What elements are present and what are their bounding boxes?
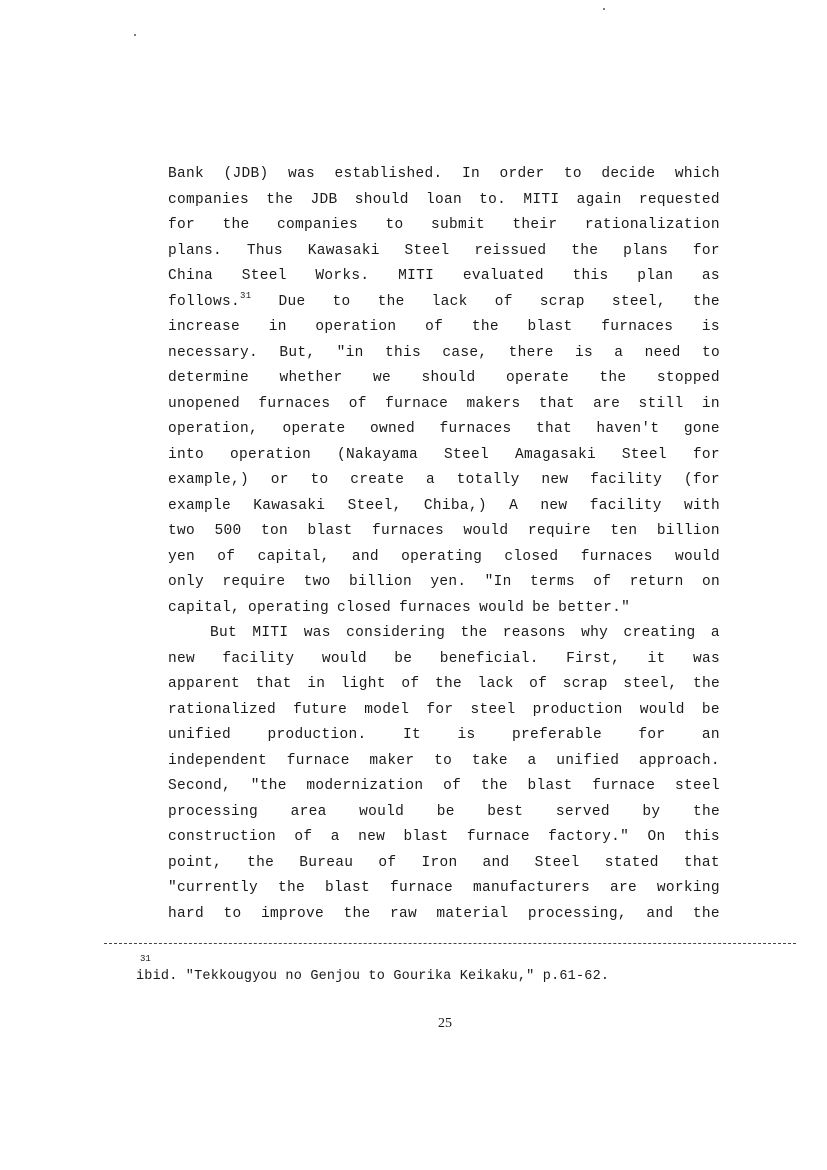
word: the — [277, 880, 305, 896]
word: their — [512, 217, 558, 233]
word: steel, — [611, 293, 666, 310]
word: light — [340, 676, 386, 692]
word: evaluated — [462, 268, 544, 284]
word: rationalization — [584, 217, 720, 233]
word: the — [692, 293, 720, 310]
word: this — [572, 268, 609, 284]
word: need — [644, 344, 681, 361]
word: the — [222, 217, 250, 233]
word: to — [223, 905, 242, 922]
text-line — [168, 315, 720, 341]
word: decide — [601, 166, 656, 182]
word: best — [487, 803, 524, 820]
word: of — [401, 676, 420, 692]
word: furnaces — [258, 395, 331, 412]
word: "in — [336, 344, 364, 361]
word: to — [310, 472, 329, 488]
word: be — [436, 803, 455, 820]
word: capital, — [257, 548, 330, 565]
word: for — [692, 446, 720, 463]
word: A — [509, 497, 519, 514]
word: would — [639, 701, 685, 718]
word: of — [217, 548, 236, 565]
word: rationalized — [168, 701, 277, 718]
text-line — [168, 672, 720, 698]
word: Steel — [404, 242, 450, 259]
word: haven't — [596, 421, 660, 437]
word: billion — [348, 574, 412, 590]
word: operate — [505, 370, 569, 386]
footnote-text: ibid. "Tekkougyou no Genjou to Gourika Keikaku," p.61-62. — [136, 969, 610, 984]
word: future — [293, 701, 348, 718]
text-line — [168, 239, 720, 265]
word: construction — [168, 829, 277, 845]
text-line — [168, 800, 720, 826]
word: of — [348, 395, 367, 412]
word: the — [434, 676, 462, 692]
word: established. — [334, 166, 443, 182]
word: the — [599, 370, 627, 386]
word: that — [255, 676, 292, 692]
word: create — [350, 472, 405, 488]
word: yen. — [430, 574, 467, 590]
text-line — [168, 698, 720, 724]
word: the — [692, 676, 720, 692]
word: would — [463, 523, 509, 539]
word: plans — [623, 242, 669, 259]
word: closed — [337, 599, 392, 616]
word: lack — [431, 293, 468, 310]
word: terms — [529, 574, 575, 590]
word: stopped — [656, 370, 720, 386]
word: Iron — [421, 854, 458, 871]
word: unified — [168, 727, 232, 743]
word: require — [222, 574, 286, 590]
word: better." — [558, 599, 631, 616]
text-line — [168, 825, 720, 851]
word: whether — [279, 370, 343, 386]
word: was — [692, 650, 720, 667]
word: "In — [484, 574, 512, 590]
word: this — [384, 344, 421, 361]
word: furnaces — [601, 319, 674, 335]
word: makers — [466, 395, 521, 412]
word: ten — [610, 523, 638, 539]
word: to — [332, 293, 351, 310]
word: is — [574, 344, 593, 361]
word: furnace — [286, 752, 350, 769]
word: yen — [168, 548, 196, 565]
word: served — [555, 803, 610, 820]
word: and — [351, 548, 379, 565]
word: the — [266, 191, 294, 208]
word: On — [647, 829, 666, 845]
footnote-reference: 31 — [240, 290, 252, 301]
word: hard — [168, 905, 205, 922]
word: furnace — [389, 880, 453, 896]
word: and — [646, 905, 674, 922]
word: of — [593, 574, 612, 590]
word: is — [701, 319, 720, 335]
word: new — [540, 497, 568, 514]
word: we — [372, 370, 391, 386]
text-line — [168, 621, 720, 647]
word: the — [471, 319, 499, 335]
word: would — [359, 803, 405, 820]
word: production. — [267, 727, 367, 743]
word: of — [529, 676, 548, 692]
text-line — [168, 851, 720, 877]
word: of — [378, 854, 397, 871]
word: capital, — [168, 599, 241, 616]
word: of — [443, 778, 462, 794]
word: blast — [527, 778, 573, 794]
word: new — [541, 472, 569, 488]
word: beneficial. — [439, 650, 539, 667]
word: blast — [403, 829, 449, 845]
word: in — [268, 319, 287, 335]
word: plans. — [168, 242, 223, 259]
word: a — [527, 752, 537, 769]
word: to. — [479, 191, 507, 208]
word: Steel — [241, 268, 287, 284]
word: improve — [260, 905, 324, 922]
word: area — [290, 803, 327, 820]
word: scrap — [562, 676, 608, 692]
word: independent — [168, 752, 268, 769]
word: facility — [222, 650, 295, 667]
word: in — [307, 676, 326, 692]
word: require — [527, 523, 591, 539]
word: closed — [504, 548, 559, 565]
word: blast — [324, 880, 370, 896]
word: MITI — [398, 268, 435, 284]
word: a — [614, 344, 624, 361]
word: an — [701, 727, 720, 743]
footnote-number: 31 — [140, 954, 151, 964]
word: be — [701, 701, 720, 718]
word: a — [425, 472, 435, 488]
word: unopened — [168, 395, 241, 412]
word: Works. — [315, 268, 370, 284]
word: (Nakayama — [336, 446, 418, 463]
text-line — [168, 494, 720, 520]
word: the — [571, 242, 599, 259]
word: as — [701, 268, 720, 284]
word-with-footnote — [168, 290, 251, 316]
word: manufacturers — [472, 880, 590, 896]
word: to — [563, 166, 582, 182]
word: new — [168, 650, 196, 667]
word: determine — [168, 370, 250, 386]
word: production — [532, 701, 623, 718]
word: new — [358, 829, 386, 845]
word: facility — [590, 472, 663, 488]
word: steel — [674, 778, 720, 794]
text-line — [168, 213, 720, 239]
word: raw — [389, 905, 417, 922]
word: it — [647, 650, 666, 667]
word: modernization — [306, 778, 424, 794]
page-number: 25 — [438, 1016, 452, 1031]
word: Steel — [621, 446, 667, 463]
word: reasons — [502, 625, 566, 641]
word: JDB — [310, 191, 338, 208]
text-line — [168, 290, 720, 316]
word: considering — [346, 625, 446, 641]
text-line — [168, 723, 720, 749]
word: follows. — [168, 293, 241, 310]
word: stated — [604, 854, 659, 871]
text-line — [168, 468, 720, 494]
word: and — [482, 854, 510, 871]
word: 500 — [214, 523, 242, 539]
word: Bank — [168, 166, 205, 182]
word: case, — [442, 344, 488, 361]
word: Kawasaki — [253, 497, 326, 514]
word: facility — [589, 497, 662, 514]
text-line — [168, 188, 720, 214]
word: unified — [556, 752, 620, 769]
text-line — [168, 647, 720, 673]
word: scrap — [539, 293, 585, 310]
word: reissued — [474, 242, 547, 259]
word: would — [674, 548, 720, 565]
word: be — [394, 650, 413, 667]
word: furnaces — [580, 548, 653, 565]
word: of — [494, 293, 513, 310]
word: apparent — [168, 676, 241, 692]
word: working — [656, 880, 720, 896]
word: operating — [401, 548, 483, 565]
word: for — [168, 217, 196, 233]
text-line — [168, 902, 720, 928]
text-line — [168, 417, 720, 443]
word: operation, — [168, 421, 259, 437]
word: First, — [566, 650, 621, 667]
word: Steel — [534, 854, 580, 871]
word: on — [701, 574, 720, 590]
word: was — [287, 166, 315, 182]
word: to — [385, 217, 404, 233]
word: "the — [250, 778, 287, 794]
word: operation — [229, 446, 311, 463]
scan-speck — [603, 8, 605, 10]
word: a — [710, 625, 720, 641]
word: submit — [430, 217, 485, 233]
word: operate — [282, 421, 346, 437]
word: which — [674, 166, 720, 182]
text-line — [168, 749, 720, 775]
word: with — [683, 497, 720, 514]
word: Second, — [168, 778, 232, 794]
word: return — [629, 574, 684, 590]
word: steel — [470, 701, 516, 718]
word: that — [535, 421, 572, 437]
word: a — [330, 829, 340, 845]
word: billion — [656, 523, 720, 539]
word: of — [425, 319, 444, 335]
word: Kawasaki — [307, 242, 380, 259]
word: But, — [279, 344, 316, 361]
word: the — [480, 778, 508, 794]
word: "currently — [168, 880, 259, 896]
text-line — [168, 341, 720, 367]
text-line — [168, 392, 720, 418]
word: furnace — [466, 829, 530, 845]
word: MITI — [252, 625, 289, 641]
word: requested — [638, 191, 720, 208]
word: is — [457, 727, 476, 743]
word: are — [593, 395, 621, 412]
word: owned — [369, 421, 415, 437]
word: Thus — [246, 242, 283, 259]
word: furnaces — [399, 599, 472, 616]
word: Bureau — [299, 854, 354, 871]
word: furnaces — [371, 523, 444, 539]
word: should — [354, 191, 409, 208]
word: companies — [276, 217, 358, 233]
word: preferable — [511, 727, 602, 743]
text-line — [168, 596, 720, 622]
word: Amagasaki — [514, 446, 596, 463]
word: to — [701, 344, 720, 361]
word: order — [499, 166, 545, 182]
word: be — [532, 599, 551, 616]
main-text — [168, 162, 720, 927]
word: furnaces — [439, 421, 512, 437]
word: model — [364, 701, 410, 718]
word: creating — [623, 625, 696, 641]
word: approach. — [638, 752, 720, 769]
word: processing — [168, 803, 259, 820]
word: It — [402, 727, 421, 743]
word: of — [294, 829, 313, 845]
word: Steel — [443, 446, 489, 463]
word: or — [270, 472, 289, 488]
word: for — [638, 727, 666, 743]
word: steel, — [623, 676, 678, 692]
word: loan — [425, 191, 462, 208]
word: would — [479, 599, 525, 616]
word: maker — [369, 752, 415, 769]
word: that — [683, 854, 720, 871]
word: furnace — [592, 778, 656, 794]
word: that — [538, 395, 575, 412]
word: material — [436, 905, 509, 922]
word: into — [168, 446, 205, 463]
word: processing, — [527, 905, 627, 922]
word: again — [576, 191, 622, 208]
word: Steel, — [347, 497, 402, 514]
word: blast — [307, 523, 353, 539]
word: for — [426, 701, 454, 718]
word: gone — [683, 421, 720, 437]
word: two — [168, 523, 196, 539]
word: furnace — [385, 395, 449, 412]
word: (for — [683, 472, 720, 488]
word: was — [303, 625, 331, 641]
word: China — [168, 268, 214, 284]
word: for — [692, 242, 720, 259]
word: the — [460, 625, 488, 641]
word: the — [692, 803, 720, 820]
footnote-separator — [104, 943, 796, 944]
word: blast — [527, 319, 573, 335]
word: to — [434, 752, 453, 769]
text-line — [168, 570, 720, 596]
text-line — [168, 545, 720, 571]
word: increase — [168, 319, 241, 335]
word: take — [471, 752, 508, 769]
word: the — [377, 293, 405, 310]
word: lack — [477, 676, 514, 692]
text-line — [168, 264, 720, 290]
word: factory." — [548, 829, 630, 845]
word: But — [210, 625, 238, 641]
text-line — [168, 774, 720, 800]
word: the — [692, 905, 720, 922]
text-line — [168, 876, 720, 902]
word: there — [508, 344, 554, 361]
word: the — [247, 854, 275, 871]
word: example — [168, 497, 232, 514]
word: this — [683, 829, 720, 845]
word: are — [609, 880, 637, 896]
word: necessary. — [168, 344, 259, 361]
word: by — [642, 803, 661, 820]
word: point, — [168, 854, 223, 871]
text-line — [168, 443, 720, 469]
word: (JDB) — [223, 166, 269, 182]
word: the — [343, 905, 371, 922]
text-line — [168, 366, 720, 392]
text-line — [168, 162, 720, 188]
word: Chiba,) — [423, 497, 487, 514]
word: why — [581, 625, 609, 641]
word: would — [321, 650, 367, 667]
word: ton — [260, 523, 288, 539]
word: Due — [278, 293, 306, 310]
word: companies — [168, 191, 250, 208]
word: example,) — [168, 472, 250, 488]
word: plan — [637, 268, 674, 284]
word: operation — [315, 319, 397, 335]
word: two — [303, 574, 331, 590]
word: only — [168, 574, 205, 590]
word: should — [421, 370, 476, 386]
scan-speck — [134, 34, 136, 36]
word: still — [638, 395, 684, 412]
word: in — [701, 395, 720, 412]
word: operating — [248, 599, 330, 616]
word: In — [461, 166, 480, 182]
word: MITI — [523, 191, 560, 208]
word: totally — [456, 472, 520, 488]
text-line — [168, 519, 720, 545]
